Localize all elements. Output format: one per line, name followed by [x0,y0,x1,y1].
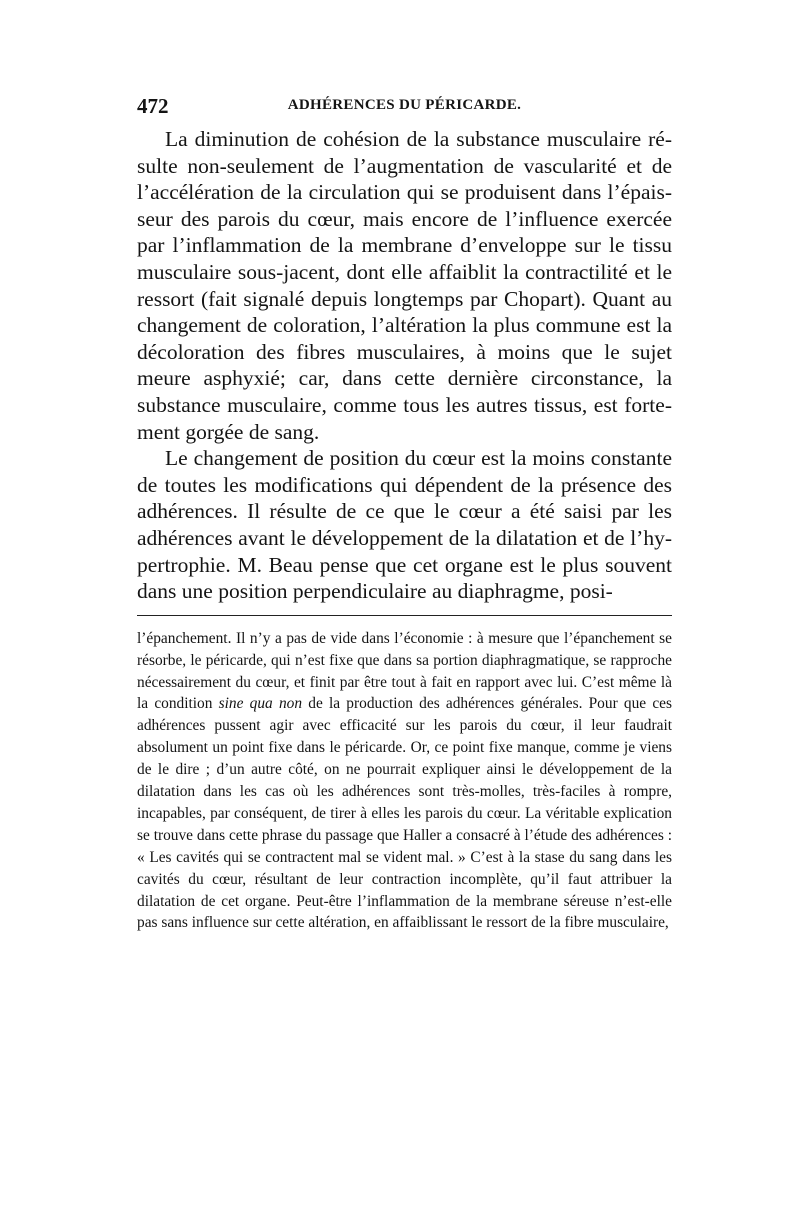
footnote-text-start: l’épanchement. Il n’y a pas de vide dans l’économie : à mesure que l’épanchement se résorbe, le péricarde, qui n’est fixe que dans sa portion diaphragmatique, se rapproche nécessairement du cœur, et finit par être tout à fait en rapport avec lui. C’est même là la condition [137,629,672,713]
footnote [137,628,672,935]
main-text [137,126,672,605]
paragraph: La diminution de cohésion de la substance musculaire résulte non-seulement de l’augmentation de vascularité et de l’accélération de la circulation qui se produisent dans l’épaisseur des parois du cœur, mais encore de l’influence exercée par l’inflammation de la membrane d’enveloppe sur le tissu musculaire sous-jacent, dont elle affaiblit la contractilité et le ressort (fait signalé depuis longtemps par Chopart). Quant au changement de coloration, l’altération la plus commune est la décoloration des fibres musculaires, à moins que le sujet meure asphyxié; car, dans cette dernière circonstance, la substance musculaire, comme tous les autres tissus, est fortement gorgée de sang. [137,127,672,444]
footnote-italic-phrase: sine qua non [218,695,303,713]
paragraph: Le changement de position du cœur est la moins constante de toutes les modifications qui dépendent de la présence des adhérences. Il résulte de ce que le cœur a été saisi par les adhérences avant le développement de la dilatation et de l’hypertrophie. M. Beau pense que cet organe est le plus souvent dans une position perpendiculaire au diaphragme, posi- [137,446,672,604]
footnote-paragraph [137,628,672,935]
running-title: ADHÉRENCES DU PÉRICARDE. [287,97,522,113]
footnote-text-end: de la production des adhérences générales. Pour que ces adhérences pussent agir avec efficacité sur les parois du cœur, il leur faudrait absolument un point fixe dans le péricarde. Or, ce point fixe manque, comme je viens de le dire ; d’un autre côté, on ne pourrait expliquer ainsi le développement de la dilatation dans les cas où les adhérences sont très-molles, très-faciles à rompre, incapables, par conséquent, de tirer à elles les parois du cœur. La véritable explication se trouve dans cette phrase du passage que Haller a consacré à l’étude des adhérences : « Les cavités qui se contractent mal se vident mal. » C’est à la stase du sang dans les cavités du cœur, résultant de leur contraction incomplète, qu’il faut attribuer la dilatation de cet organe. Peut-être l’inflammation de la membrane séreuse n’est-elle pas sans influence sur cette altération, en affaiblissant le ressort de la fibre musculaire, [137,695,672,932]
footnote-divider [137,615,672,616]
book-page [137,92,672,934]
running-head [137,92,672,126]
page-number: 472 [137,94,169,118]
